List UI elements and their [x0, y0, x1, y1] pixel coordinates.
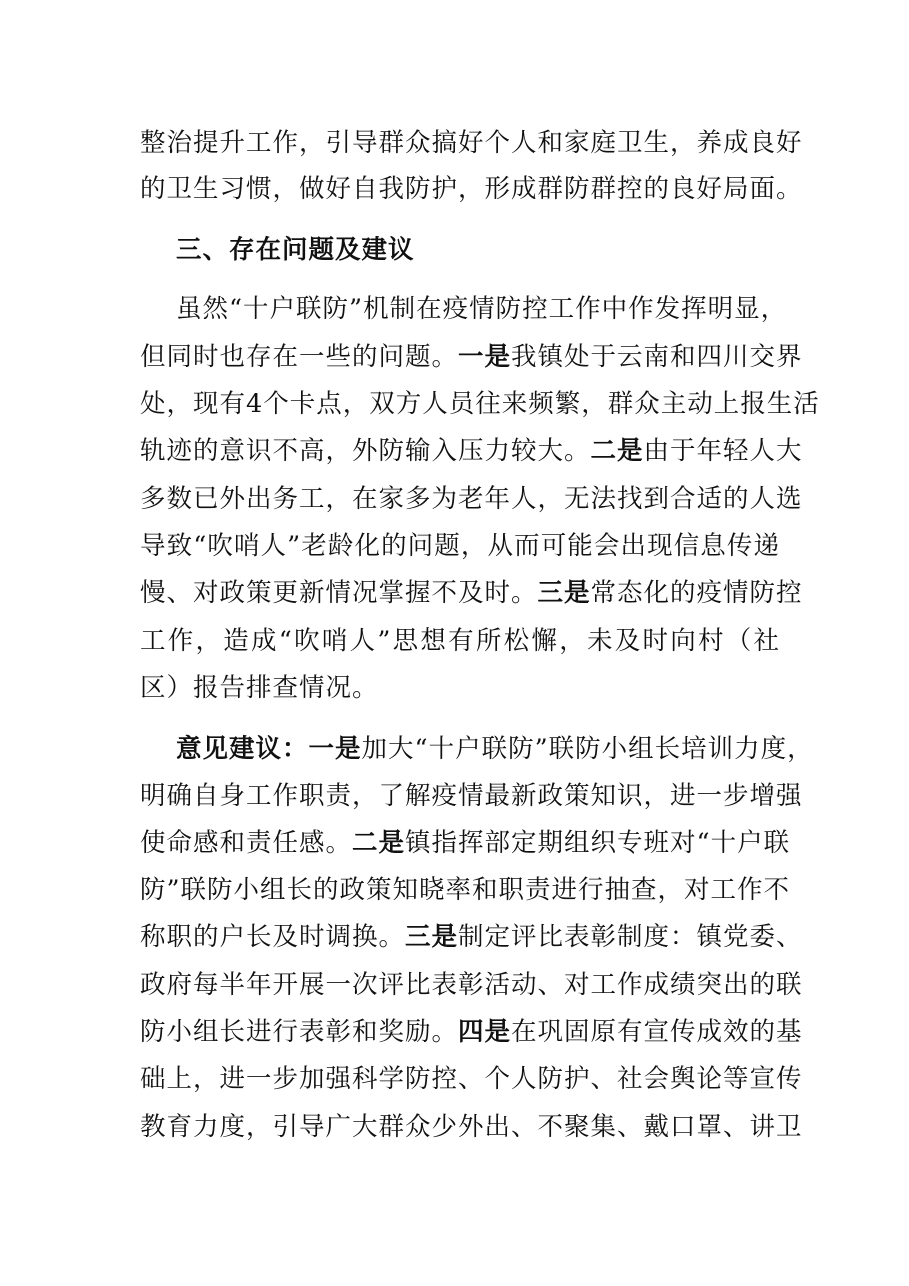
suggestions-line-1	[176, 728, 814, 770]
problems-line-5: 多数已外出务工，在家多为老年人，无法找到合适的人选	[140, 484, 803, 514]
text-span: 使命感和责任感。	[140, 828, 353, 858]
suggestions-line-8: 础上，进一步加强科学防控、个人防护、社会舆论等宣传	[140, 1064, 803, 1094]
problems-line-3: 处，现有4个卡点，双方人员往来频繁，群众主动上报生活	[140, 389, 820, 419]
emphasis-third: 三是	[405, 922, 459, 952]
suggestions-line-3	[140, 822, 791, 864]
problems-line-4	[140, 430, 803, 472]
emphasis-second: 二是	[590, 436, 644, 466]
problems-line-9: 区）报告排查情况。	[140, 673, 379, 703]
suggestions-line-9: 教育力度，引导广大群众少外出、不聚集、戴口罩、讲卫	[140, 1112, 803, 1142]
text-span: 在巩固原有宣传成效的基	[511, 1017, 803, 1047]
problems-line-8: 工作，造成“吹哨人”思想有所松懈，未及时向村（社	[140, 626, 780, 656]
text-span: 加大“十户联防”联防小组长培训力度，	[361, 734, 814, 764]
emphasis-first: 一是	[308, 734, 362, 764]
section-heading: 三、存在问题及建议	[176, 235, 415, 265]
text-span: 我镇处于云南和四川交界	[511, 342, 803, 372]
text-span: 常态化的疫情防控	[590, 578, 803, 608]
suggestions-line-2: 明确自身工作职责，了解疫情最新政策知识，进一步增强	[140, 781, 803, 811]
emphasis-first: 一是	[458, 342, 512, 372]
text-span: 镇指挥部定期组织专班对“十户联	[405, 828, 791, 858]
problems-line-1: 虽然“十户联防”机制在疫情防控工作中作发挥明显，	[176, 294, 788, 324]
text-span: 制定评比表彰制度：镇党委、	[458, 922, 803, 952]
text-span: 慢、对政策更新情况掌握不及时。	[140, 578, 538, 608]
text-span: 称职的户长及时调换。	[140, 922, 406, 952]
suggestions-line-5	[140, 916, 803, 958]
emphasis-second: 二是	[352, 828, 406, 858]
suggestions-line-6: 政府每半年开展一次评比表彰活动、对工作成绩突出的联	[140, 970, 803, 1000]
suggestions-label: 意见建议：	[176, 734, 309, 764]
suggestions-line-7	[140, 1011, 803, 1053]
emphasis-third: 三是	[537, 578, 591, 608]
text-span: 轨迹的意识不高，外防输入压力较大。	[140, 436, 591, 466]
problems-line-2	[140, 336, 803, 378]
text-span: 但同时也存在一些的问题。	[140, 342, 459, 372]
text-span: 由于年轻人大	[643, 436, 803, 466]
intro-line-1: 整治提升工作，引导群众搞好个人和家庭卫生，养成良好	[140, 128, 803, 158]
problems-line-6: 导致“吹哨人”老龄化的问题，从而可能会出现信息传递	[140, 531, 780, 561]
intro-line-2: 的卫生习惯，做好自我防护，形成群防群控的良好局面。	[140, 174, 803, 204]
text-span: 防小组长进行表彰和奖励。	[140, 1017, 459, 1047]
suggestions-line-4: 防”联防小组长的政策知晓率和职责进行抽查，对工作不	[140, 875, 791, 905]
emphasis-fourth: 四是	[458, 1017, 512, 1047]
problems-line-7	[140, 572, 803, 614]
